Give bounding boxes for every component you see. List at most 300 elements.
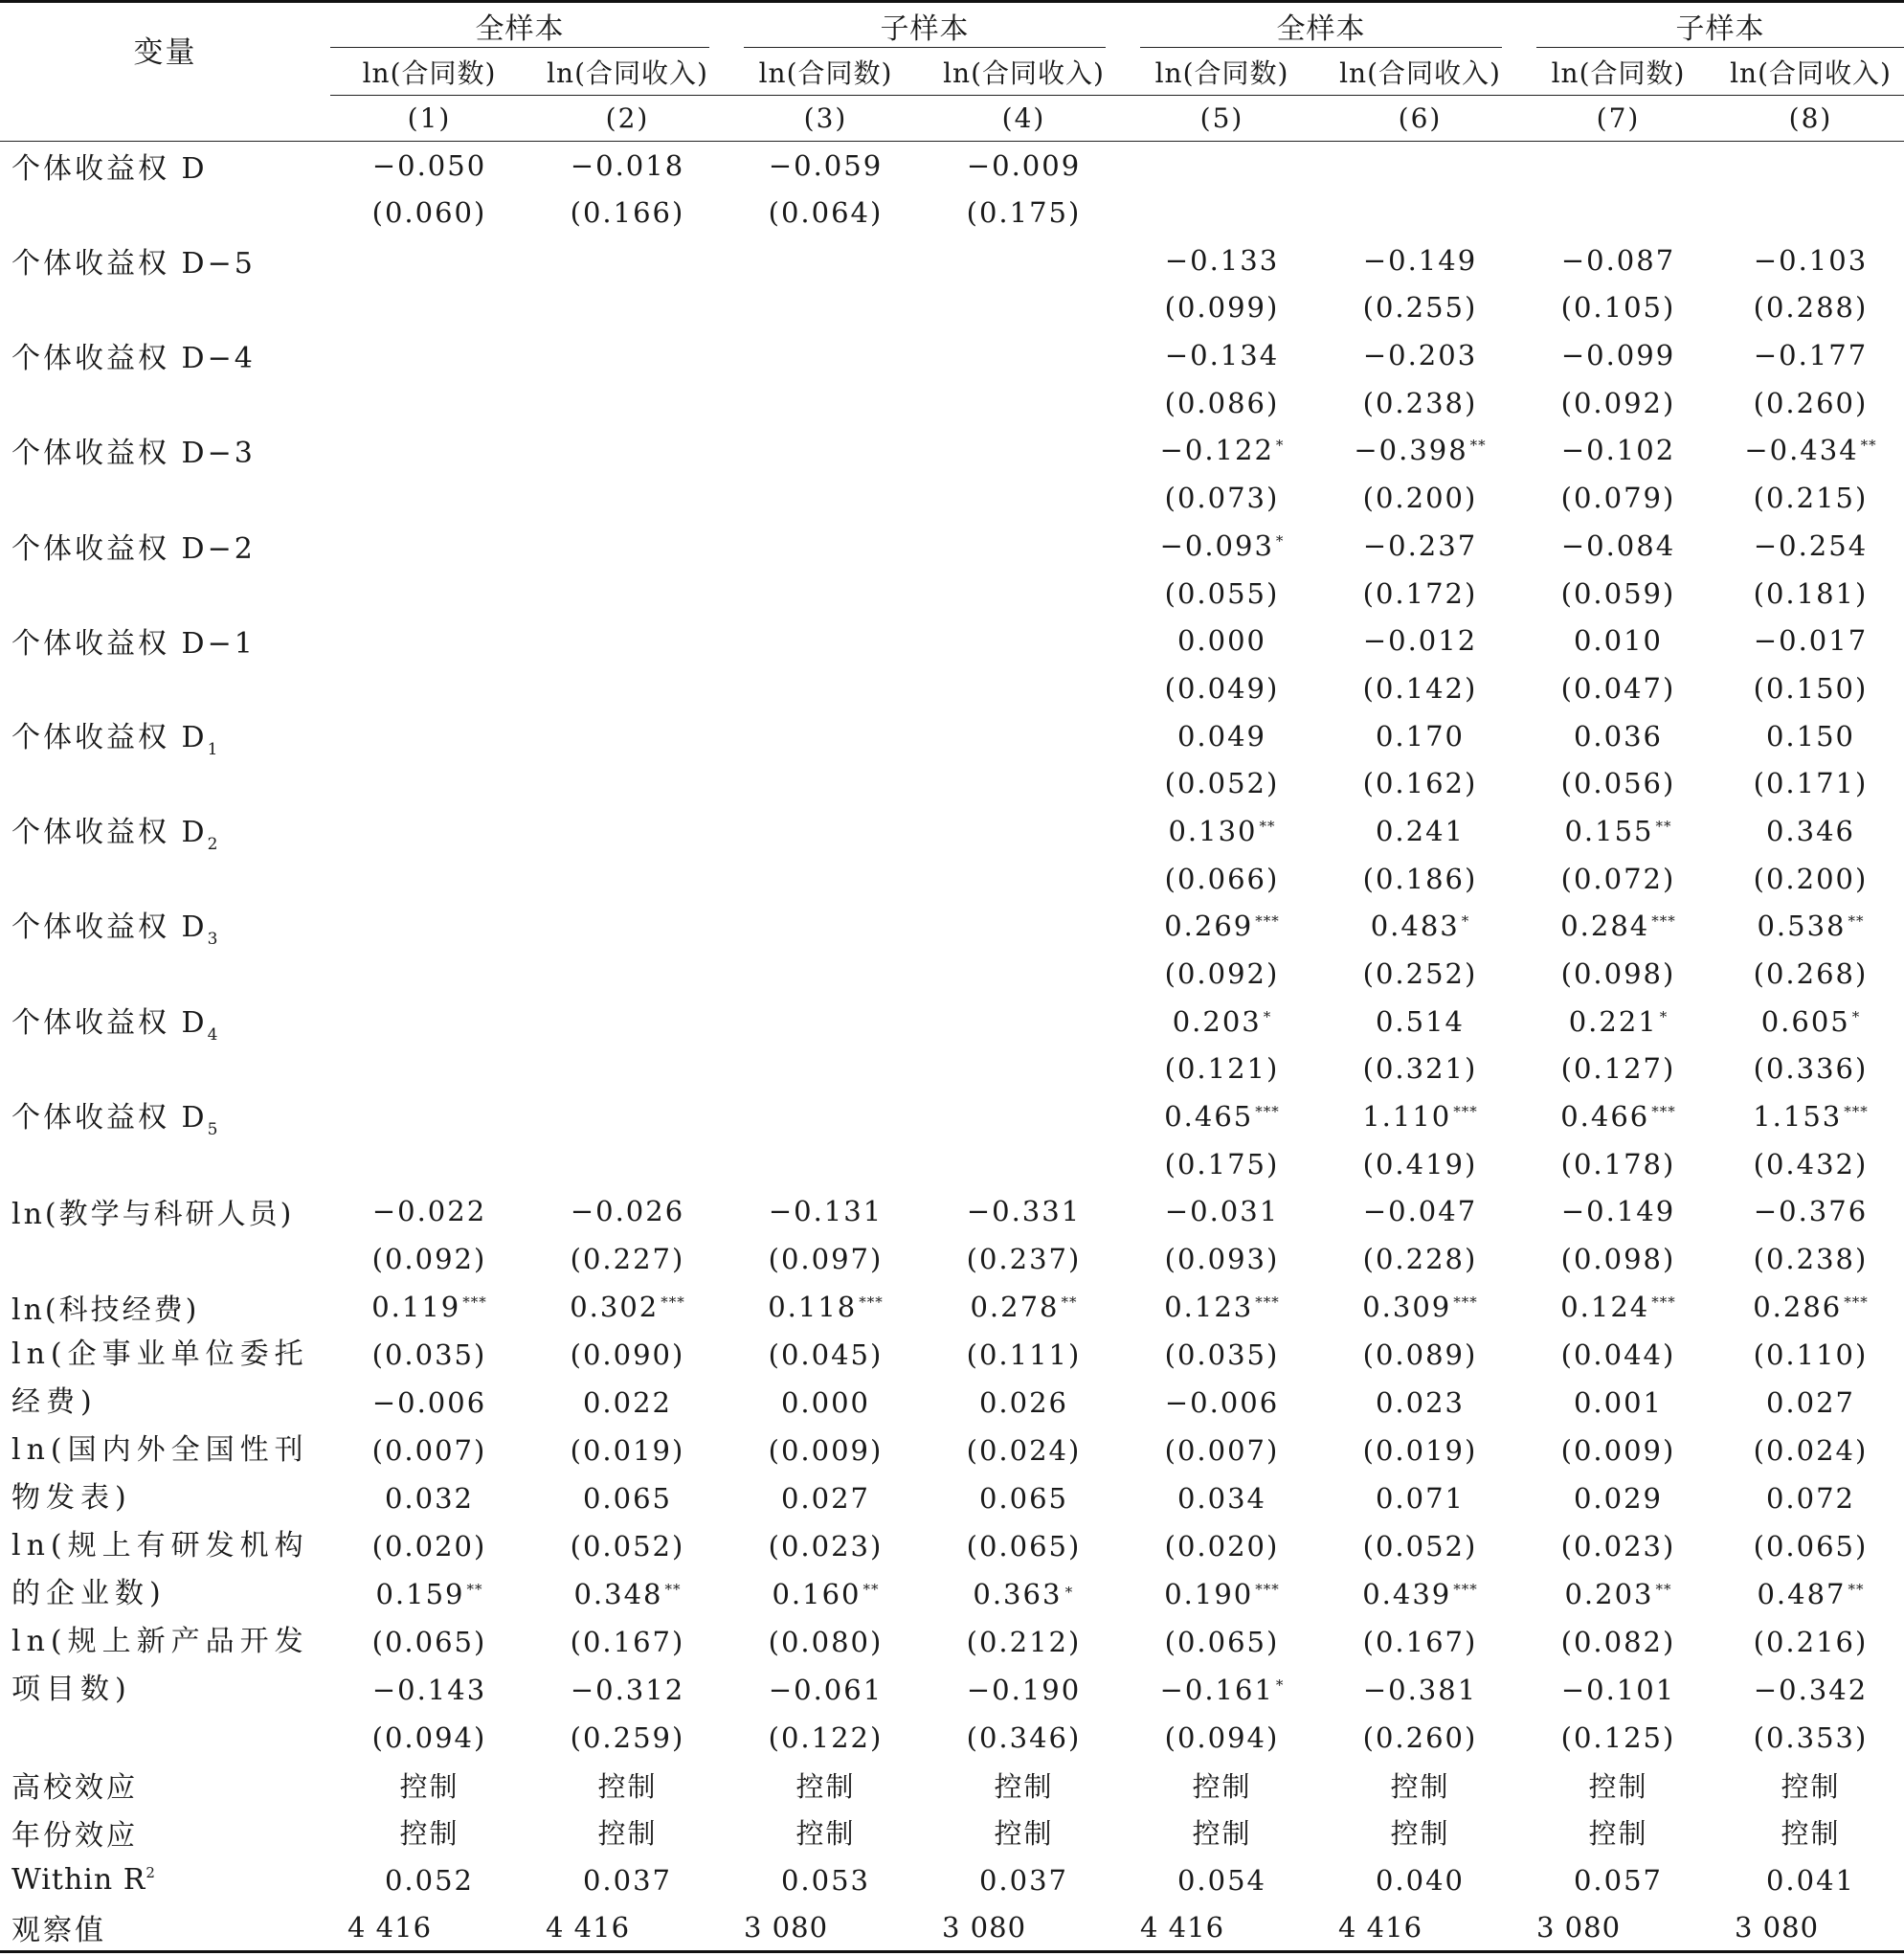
coefficient-value: −0.006 bbox=[1164, 1385, 1280, 1419]
coefficient-cell bbox=[1123, 1570, 1321, 1618]
column-number: (8) bbox=[1788, 102, 1833, 134]
effects-value: 控制 bbox=[795, 1769, 856, 1803]
dependent-variable-label: ln(合同收入) bbox=[943, 57, 1105, 90]
variable-label bbox=[0, 903, 330, 951]
coefficient-cell bbox=[528, 1570, 727, 1618]
coefficient-cell bbox=[330, 617, 528, 664]
coefficient-value: 0.605 bbox=[1760, 1004, 1850, 1038]
standard-error-cell: (0.260) bbox=[1753, 386, 1869, 419]
coefficient-cell bbox=[330, 142, 528, 190]
dependent-variable-label: ln(合同收入) bbox=[547, 57, 708, 90]
coefficient-cell bbox=[1519, 1188, 1717, 1236]
coefficient-row bbox=[0, 903, 1904, 951]
effects-value: 控制 bbox=[994, 1817, 1054, 1851]
observations-value: 3 080 bbox=[942, 1910, 1027, 1944]
coefficient-row bbox=[0, 617, 1904, 664]
coefficient-cell bbox=[1321, 1379, 1519, 1427]
coefficient-row bbox=[0, 142, 1904, 190]
coefficient-cell bbox=[727, 1666, 925, 1714]
dependent-variable-header bbox=[1519, 50, 1717, 96]
standard-error-cell bbox=[727, 1140, 925, 1188]
coefficient-cell bbox=[330, 1188, 528, 1236]
coefficient-cell bbox=[1519, 1666, 1717, 1714]
coefficient-cell bbox=[1717, 427, 1904, 475]
coefficient-value: 0.026 bbox=[978, 1385, 1069, 1419]
coefficient-cell bbox=[925, 617, 1123, 664]
coefficient-cell bbox=[528, 1188, 727, 1236]
coefficient-cell bbox=[925, 427, 1123, 475]
coefficient-value: 0.118 bbox=[768, 1290, 858, 1323]
standard-error-cell: (0.035) bbox=[371, 1338, 487, 1371]
coefficient-cell bbox=[528, 522, 727, 570]
standard-error-cell: (0.237) bbox=[966, 1243, 1082, 1276]
coefficient-value: 0.284 bbox=[1560, 910, 1650, 943]
variable-label-subscript: 5 bbox=[207, 1120, 218, 1140]
standard-error-row bbox=[0, 664, 1904, 712]
significance-stars: ∗ bbox=[1064, 1580, 1075, 1598]
coefficient-cell bbox=[925, 1570, 1123, 1618]
group-header-subsample-1: 子样本 bbox=[727, 2, 1123, 50]
significance-stars: ** bbox=[1259, 817, 1276, 835]
coefficient-value: 0.538 bbox=[1757, 910, 1847, 943]
observations-label: 观察值 bbox=[11, 1913, 106, 1947]
standard-error-cell bbox=[925, 855, 1123, 903]
coefficient-cell bbox=[1717, 712, 1904, 760]
variable-label-text: 个体收益权 D−4 bbox=[11, 342, 256, 376]
column-number: (2) bbox=[605, 102, 650, 134]
coefficient-cell bbox=[925, 1474, 1123, 1522]
coefficient-value: 0.034 bbox=[1176, 1481, 1267, 1515]
dependent-variable-label: ln(合同数) bbox=[362, 57, 497, 90]
coefficient-value: 0.036 bbox=[1573, 719, 1664, 753]
blank-label-cell bbox=[0, 379, 330, 427]
coefficient-value: 1.153 bbox=[1753, 1100, 1843, 1134]
significance-stars: *** bbox=[1844, 1293, 1869, 1311]
standard-error-cell: (0.024) bbox=[1753, 1433, 1869, 1467]
standard-error-cell: (0.094) bbox=[1164, 1720, 1280, 1754]
coefficient-cell bbox=[925, 903, 1123, 951]
coefficient-value: −0.398 bbox=[1354, 434, 1468, 467]
coefficient-value: −0.050 bbox=[371, 148, 487, 182]
coefficient-value: 0.203 bbox=[1172, 1004, 1262, 1038]
coefficient-cell bbox=[1717, 1092, 1904, 1140]
standard-error-cell: (0.024) bbox=[966, 1433, 1082, 1467]
coefficient-value: −0.099 bbox=[1560, 339, 1676, 372]
significance-stars: *** bbox=[1255, 1293, 1280, 1311]
coefficient-cell bbox=[727, 1188, 925, 1236]
coefficient-cell bbox=[330, 1474, 528, 1522]
effects-row bbox=[0, 1761, 1904, 1809]
effects-value: 控制 bbox=[1192, 1817, 1252, 1851]
column-number-row bbox=[0, 96, 1904, 142]
variable-label-text: 个体收益权 D bbox=[11, 151, 208, 186]
observations-value: 4 416 bbox=[347, 1910, 433, 1944]
variable-label bbox=[0, 807, 330, 855]
standard-error-cell bbox=[727, 379, 925, 427]
standard-error-cell bbox=[330, 1045, 528, 1093]
standard-error-cell: (0.056) bbox=[1560, 767, 1676, 800]
standard-error-cell: (0.052) bbox=[570, 1529, 685, 1563]
significance-stars: ** bbox=[466, 1580, 483, 1598]
effects-value: 控制 bbox=[1781, 1769, 1841, 1803]
coefficient-value: 0.027 bbox=[780, 1481, 871, 1515]
coefficient-cell bbox=[1321, 236, 1519, 284]
within-r2-label-superscript: 2 bbox=[146, 1864, 156, 1882]
significance-stars: ** bbox=[1655, 1580, 1672, 1598]
blank-label-cell bbox=[0, 189, 330, 236]
coefficient-value: −0.018 bbox=[570, 148, 685, 182]
blank-label-cell bbox=[0, 284, 330, 332]
coefficient-cell bbox=[1519, 1570, 1717, 1618]
coefficient-cell bbox=[528, 903, 727, 951]
coefficient-row bbox=[0, 331, 1904, 379]
coefficient-value: 0.346 bbox=[1765, 814, 1856, 847]
coefficient-cell bbox=[1321, 522, 1519, 570]
within-r2-value: 0.041 bbox=[1765, 1863, 1856, 1897]
within-r2-value: 0.057 bbox=[1573, 1863, 1664, 1897]
coefficient-cell bbox=[1717, 617, 1904, 664]
coefficient-cell bbox=[727, 522, 925, 570]
variable-label-text: 个体收益权 D bbox=[11, 911, 208, 945]
coefficient-cell bbox=[727, 427, 925, 475]
significance-stars: * bbox=[1263, 1007, 1272, 1025]
standard-error-cell: (0.065) bbox=[371, 1625, 487, 1658]
standard-error-cell: (0.092) bbox=[371, 1243, 487, 1276]
variable-label bbox=[0, 1188, 330, 1236]
standard-error-cell: (0.268) bbox=[1753, 957, 1869, 991]
group-header-full-sample-2: 全样本 bbox=[1123, 2, 1519, 50]
standard-error-cell bbox=[925, 284, 1123, 332]
coefficient-cell bbox=[1717, 1379, 1904, 1427]
coefficient-value: −0.022 bbox=[371, 1195, 487, 1228]
standard-error-cell bbox=[528, 855, 727, 903]
standard-error-row bbox=[0, 284, 1904, 332]
dependent-variable-label: ln(合同收入) bbox=[1730, 57, 1892, 90]
coefficient-value: −0.133 bbox=[1164, 243, 1280, 277]
within-r2-value: 0.037 bbox=[582, 1863, 673, 1897]
coefficient-cell bbox=[1321, 903, 1519, 951]
significance-stars: *** bbox=[1255, 912, 1280, 931]
standard-error-cell: (0.064) bbox=[768, 196, 884, 230]
standard-error-cell bbox=[925, 1140, 1123, 1188]
coefficient-cell bbox=[925, 1092, 1123, 1140]
standard-error-cell: (0.216) bbox=[1753, 1625, 1869, 1658]
coefficient-value: 0.027 bbox=[1765, 1385, 1856, 1419]
variable-label bbox=[0, 236, 330, 284]
standard-error-cell: (0.178) bbox=[1560, 1147, 1676, 1180]
coefficient-value: 0.309 bbox=[1362, 1290, 1452, 1323]
standard-error-cell bbox=[925, 664, 1123, 712]
coefficient-cell bbox=[727, 331, 925, 379]
coefficient-cell bbox=[330, 522, 528, 570]
within-r2-label bbox=[0, 1856, 330, 1904]
blank-header-cell bbox=[0, 96, 330, 142]
standard-error-cell bbox=[727, 474, 925, 522]
coefficient-cell bbox=[330, 903, 528, 951]
standard-error-cell: (0.260) bbox=[1362, 1720, 1478, 1754]
variable-label-text: 个体收益权 D−5 bbox=[11, 246, 256, 281]
coefficient-value: 0.032 bbox=[384, 1481, 475, 1515]
coefficient-cell bbox=[1519, 1474, 1717, 1522]
coefficient-cell bbox=[1717, 998, 1904, 1045]
coefficient-cell bbox=[330, 807, 528, 855]
standard-error-cell bbox=[330, 570, 528, 618]
coefficient-cell bbox=[1321, 1666, 1519, 1714]
variable-label bbox=[0, 1331, 330, 1427]
column-number: (1) bbox=[407, 102, 452, 134]
standard-error-row bbox=[0, 1331, 1904, 1379]
standard-error-cell: (0.110) bbox=[1753, 1338, 1869, 1371]
effects-value: 控制 bbox=[1192, 1769, 1252, 1803]
standard-error-cell: (0.047) bbox=[1560, 671, 1676, 705]
significance-stars: *** bbox=[1651, 1293, 1676, 1311]
significance-stars: ** bbox=[1469, 437, 1487, 455]
coefficient-cell bbox=[1519, 236, 1717, 284]
variable-label bbox=[0, 331, 330, 379]
coefficient-cell bbox=[1123, 427, 1321, 475]
variable-label bbox=[0, 712, 330, 760]
coefficient-cell bbox=[925, 1666, 1123, 1714]
standard-error-row bbox=[0, 1714, 1904, 1762]
effects-value: 控制 bbox=[1390, 1817, 1450, 1851]
column-number: (5) bbox=[1199, 102, 1244, 134]
standard-error-cell bbox=[1123, 189, 1321, 236]
within-r2-value: 0.054 bbox=[1176, 1863, 1267, 1897]
coefficient-row bbox=[0, 1283, 1904, 1331]
coefficient-cell bbox=[1321, 617, 1519, 664]
blank-label-cell bbox=[0, 570, 330, 618]
significance-stars: *** bbox=[1453, 1293, 1478, 1311]
coefficient-cell bbox=[925, 142, 1123, 190]
variable-label bbox=[0, 617, 330, 664]
significance-stars: ** bbox=[664, 1580, 682, 1598]
observations-value: 3 080 bbox=[1735, 1910, 1820, 1944]
standard-error-cell: (0.092) bbox=[1560, 386, 1676, 419]
coefficient-value: 0.487 bbox=[1757, 1577, 1847, 1610]
standard-error-cell bbox=[925, 474, 1123, 522]
dependent-variable-header bbox=[1321, 50, 1519, 96]
variable-label bbox=[0, 427, 330, 475]
standard-error-cell: (0.150) bbox=[1753, 671, 1869, 705]
standard-error-row bbox=[0, 950, 1904, 998]
standard-error-cell: (0.353) bbox=[1753, 1720, 1869, 1754]
coefficient-value: −0.149 bbox=[1362, 243, 1478, 277]
standard-error-cell: (0.181) bbox=[1753, 576, 1869, 610]
coefficient-value: 0.514 bbox=[1375, 1004, 1466, 1038]
coefficient-value: 0.000 bbox=[1176, 624, 1267, 658]
coefficient-value: 0.071 bbox=[1375, 1481, 1466, 1515]
effects-label: 年份效应 bbox=[11, 1818, 138, 1853]
coefficient-value: 0.065 bbox=[978, 1481, 1069, 1515]
coefficient-cell bbox=[727, 903, 925, 951]
coefficient-value: 0.302 bbox=[570, 1290, 660, 1323]
effects-value: 控制 bbox=[1390, 1769, 1450, 1803]
standard-error-cell: (0.092) bbox=[1164, 957, 1280, 991]
coefficient-row bbox=[0, 522, 1904, 570]
significance-stars: *** bbox=[1844, 1103, 1869, 1121]
coefficient-value: −0.047 bbox=[1362, 1195, 1478, 1228]
standard-error-cell: (0.052) bbox=[1362, 1529, 1478, 1563]
coefficient-cell bbox=[330, 236, 528, 284]
observations-row bbox=[0, 1903, 1904, 1951]
dependent-variable-header bbox=[727, 50, 925, 96]
coefficient-cell bbox=[727, 1379, 925, 1427]
variable-label-subscript: 3 bbox=[207, 930, 218, 950]
observations-value: 4 416 bbox=[546, 1910, 631, 1944]
standard-error-cell bbox=[1717, 189, 1904, 236]
variable-label-text: 个体收益权 D−3 bbox=[11, 437, 256, 471]
standard-error-cell: (0.200) bbox=[1362, 482, 1478, 515]
coefficient-cell bbox=[727, 1570, 925, 1618]
standard-error-cell: (0.066) bbox=[1164, 862, 1280, 895]
coefficient-cell bbox=[330, 1570, 528, 1618]
standard-error-cell bbox=[528, 284, 727, 332]
standard-error-cell: (0.175) bbox=[966, 196, 1082, 230]
coefficient-cell bbox=[1123, 1283, 1321, 1331]
coefficient-cell bbox=[1717, 522, 1904, 570]
standard-error-cell: (0.009) bbox=[1560, 1433, 1676, 1467]
coefficient-value: 0.029 bbox=[1573, 1481, 1664, 1515]
blank-label-cell bbox=[0, 759, 330, 807]
significance-stars: *** bbox=[1453, 1580, 1478, 1598]
coefficient-cell bbox=[1717, 1474, 1904, 1522]
coefficient-value: 0.023 bbox=[1375, 1385, 1466, 1419]
within-r2-value: 0.052 bbox=[384, 1863, 475, 1897]
variable-label-text: 个体收益权 D bbox=[11, 1005, 208, 1040]
coefficient-value: 0.483 bbox=[1370, 910, 1460, 943]
standard-error-cell: (0.321) bbox=[1362, 1052, 1478, 1086]
variable-label bbox=[0, 522, 330, 570]
variable-label bbox=[0, 1283, 330, 1331]
coefficient-cell bbox=[1123, 617, 1321, 664]
coefficient-value: 0.119 bbox=[371, 1290, 461, 1323]
standard-error-cell bbox=[925, 570, 1123, 618]
dependent-variable-header bbox=[925, 50, 1123, 96]
coefficient-row bbox=[0, 236, 1904, 284]
coefficient-cell bbox=[1123, 142, 1321, 190]
standard-error-cell bbox=[528, 474, 727, 522]
significance-stars: ** bbox=[1848, 912, 1865, 931]
coefficient-value: 0.001 bbox=[1573, 1385, 1664, 1419]
coefficient-cell bbox=[1123, 236, 1321, 284]
coefficient-value: −0.381 bbox=[1362, 1673, 1478, 1706]
coefficient-value: 0.150 bbox=[1765, 719, 1856, 753]
dependent-variable-header bbox=[528, 50, 727, 96]
standard-error-cell bbox=[727, 759, 925, 807]
effects-value: 控制 bbox=[795, 1817, 856, 1851]
table-header bbox=[0, 2, 1904, 142]
standard-error-row bbox=[0, 1618, 1904, 1666]
variable-label-text: 个体收益权 D−2 bbox=[11, 531, 256, 566]
significance-stars: *** bbox=[1651, 1103, 1676, 1121]
coefficient-value: −0.161 bbox=[1159, 1673, 1274, 1706]
standard-error-cell: (0.090) bbox=[570, 1338, 685, 1371]
coefficient-value: 0.466 bbox=[1560, 1100, 1650, 1134]
standard-error-cell: (0.238) bbox=[1362, 386, 1478, 419]
coefficient-cell bbox=[727, 236, 925, 284]
coefficient-cell bbox=[1321, 1474, 1519, 1522]
standard-error-row bbox=[0, 1522, 1904, 1570]
significance-stars: * bbox=[1275, 531, 1285, 550]
standard-error-row bbox=[0, 1235, 1904, 1283]
effects-value: 控制 bbox=[1781, 1817, 1841, 1851]
standard-error-cell: (0.186) bbox=[1362, 862, 1478, 895]
coefficient-cell bbox=[1519, 522, 1717, 570]
significance-stars: *** bbox=[1255, 1580, 1280, 1598]
coefficient-value: −0.190 bbox=[966, 1673, 1082, 1706]
effects-value: 控制 bbox=[1588, 1769, 1648, 1803]
within-r2-value: 0.037 bbox=[978, 1863, 1069, 1897]
coefficient-value: −0.149 bbox=[1560, 1195, 1676, 1228]
coefficient-cell bbox=[727, 142, 925, 190]
coefficient-cell bbox=[1717, 807, 1904, 855]
coefficient-cell bbox=[1519, 142, 1717, 190]
coefficient-cell bbox=[1123, 522, 1321, 570]
standard-error-cell: (0.082) bbox=[1560, 1625, 1676, 1658]
significance-stars: * bbox=[1275, 437, 1285, 455]
variable-label-subscript: 1 bbox=[207, 739, 218, 759]
coefficient-row bbox=[0, 427, 1904, 475]
standard-error-row bbox=[0, 855, 1904, 903]
coefficient-cell bbox=[330, 1666, 528, 1714]
coefficient-value: −0.059 bbox=[768, 148, 884, 182]
coefficient-value: 0.123 bbox=[1164, 1290, 1254, 1323]
coefficient-value: 0.269 bbox=[1164, 910, 1254, 943]
variable-label-text: 个体收益权 D bbox=[11, 720, 208, 754]
significance-stars: * bbox=[1275, 1675, 1285, 1694]
coefficient-value: 0.160 bbox=[772, 1577, 862, 1610]
blank-label-cell bbox=[0, 474, 330, 522]
standard-error-cell bbox=[727, 950, 925, 998]
dependent-variable-label: ln(合同数) bbox=[1154, 57, 1289, 90]
variable-label bbox=[0, 142, 330, 190]
coefficient-cell bbox=[1717, 903, 1904, 951]
coefficient-value: −0.342 bbox=[1753, 1673, 1869, 1706]
standard-error-cell bbox=[528, 570, 727, 618]
significance-stars: *** bbox=[859, 1293, 884, 1311]
standard-error-cell: (0.035) bbox=[1164, 1338, 1280, 1371]
coefficient-value: 0.130 bbox=[1168, 814, 1258, 847]
standard-error-cell bbox=[528, 1140, 727, 1188]
standard-error-cell: (0.023) bbox=[1560, 1529, 1676, 1563]
coefficient-row bbox=[0, 998, 1904, 1045]
standard-error-cell bbox=[727, 284, 925, 332]
variable-label bbox=[0, 1427, 330, 1522]
standard-error-cell: (0.055) bbox=[1164, 576, 1280, 610]
coefficient-value: −0.012 bbox=[1362, 624, 1478, 658]
coefficient-cell bbox=[925, 331, 1123, 379]
coefficient-cell bbox=[1123, 712, 1321, 760]
coefficient-cell bbox=[528, 142, 727, 190]
coefficient-value: −0.101 bbox=[1560, 1673, 1676, 1706]
coefficient-cell bbox=[925, 998, 1123, 1045]
standard-error-cell: (0.020) bbox=[371, 1529, 487, 1563]
coefficient-value: −0.103 bbox=[1753, 243, 1869, 277]
coefficient-row bbox=[0, 1092, 1904, 1140]
significance-stars: ** bbox=[1655, 817, 1672, 835]
coefficient-value: 0.439 bbox=[1362, 1577, 1452, 1610]
coefficient-cell bbox=[1717, 1188, 1904, 1236]
coefficient-value: −0.102 bbox=[1560, 434, 1676, 467]
coefficient-cell bbox=[528, 427, 727, 475]
standard-error-cell: (0.111) bbox=[966, 1338, 1082, 1371]
dependent-variable-header bbox=[1123, 50, 1321, 96]
coefficient-value: 0.000 bbox=[780, 1385, 871, 1419]
coefficient-value: 0.072 bbox=[1765, 1481, 1856, 1515]
standard-error-cell bbox=[330, 474, 528, 522]
significance-stars: *** bbox=[462, 1293, 487, 1311]
standard-error-row bbox=[0, 570, 1904, 618]
